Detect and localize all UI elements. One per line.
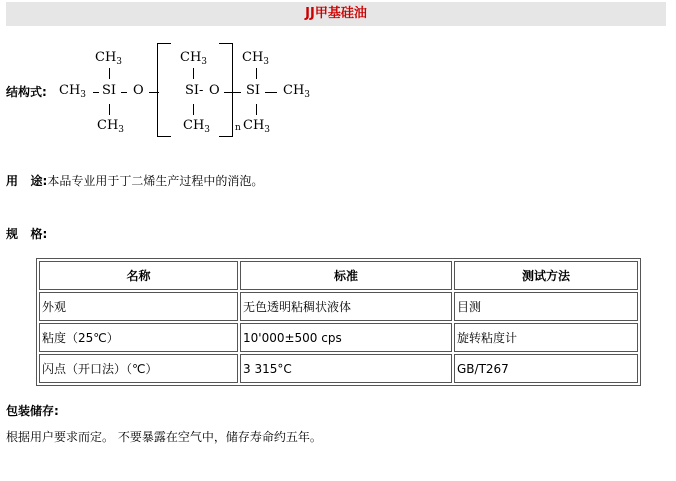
- formula-right-si: SI: [246, 83, 261, 98]
- repeat-n: n: [235, 123, 241, 133]
- table-row: [39, 354, 638, 383]
- formula-left-ch3: $CH_3$: [59, 83, 87, 100]
- table-cell: 10'000±500 cps: [240, 323, 452, 352]
- formula-mid-bottom: $CH_3$: [183, 118, 211, 135]
- usage-label: 用 途:: [6, 174, 48, 188]
- bond-line: [93, 92, 99, 93]
- formula-mid-si: SI-: [185, 83, 204, 98]
- bond-line: [109, 68, 110, 79]
- table-cell: 目测: [454, 292, 638, 321]
- formula-right-ch3: $CH_3$: [283, 83, 311, 100]
- table-cell: 旋转粘度计: [454, 323, 638, 352]
- formula-mid-top: $CH_3$: [180, 50, 208, 67]
- table-cell: 3 315°C: [240, 354, 452, 383]
- spec-table: [36, 258, 641, 386]
- table-cell: 无色透明粘稠状液体: [240, 292, 452, 321]
- formula-left-top: $CH_3$: [95, 50, 123, 67]
- table-cell: 粘度（25℃）: [39, 323, 238, 352]
- formula-left-o: O: [133, 83, 144, 98]
- bond-line: [121, 92, 127, 93]
- bond-line: [193, 104, 194, 115]
- formula-left-si: SI: [102, 83, 117, 98]
- table-header-row: [39, 261, 638, 290]
- bond-line: [256, 104, 257, 115]
- table-row: [39, 292, 638, 321]
- formula-left-bottom: $CH_3$: [97, 118, 125, 135]
- table-cell: GB/T267: [454, 354, 638, 383]
- usage-section: [6, 172, 263, 189]
- header-standard: 标准: [240, 261, 452, 290]
- table-row: [39, 323, 638, 352]
- bond-line: [256, 68, 257, 79]
- page-title: JJ甲基硅油: [6, 2, 666, 26]
- table-cell: 外观: [39, 292, 238, 321]
- structure-label: 结构式:: [6, 85, 47, 99]
- header-name: 名称: [39, 261, 238, 290]
- bond-line: [193, 68, 194, 79]
- header-test-method: 测试方法: [454, 261, 638, 290]
- usage-text: 本品专业用于丁二烯生产过程中的消泡。: [47, 174, 264, 188]
- table-cell: 闪点（开口法）（℃）: [39, 354, 238, 383]
- formula-right-bottom: $CH_3$: [243, 118, 271, 135]
- spec-label: 规 格:: [6, 227, 48, 241]
- formula-right-top: $CH_3$: [242, 50, 270, 67]
- bond-line: [224, 92, 241, 93]
- storage-text: 根据用户要求而定。 不要暴露在空气中，储存寿命约五年。: [6, 430, 322, 444]
- bond-line: [109, 104, 110, 115]
- formula-mid-o: O: [209, 83, 220, 98]
- storage-label: 包装储存:: [6, 404, 59, 418]
- bond-line: [265, 92, 277, 93]
